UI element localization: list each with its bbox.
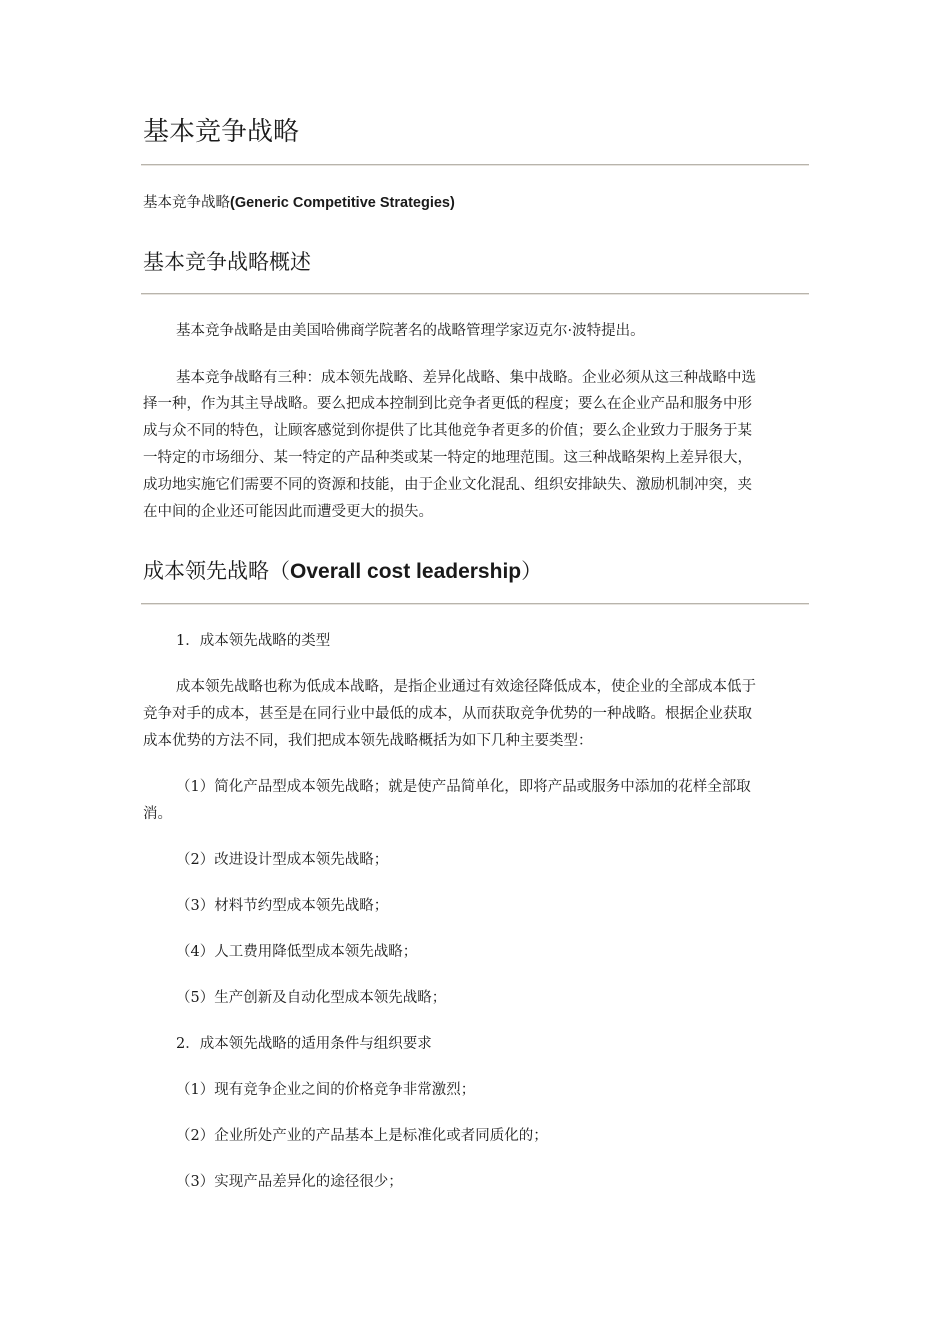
title-divider bbox=[141, 164, 809, 166]
overview-para2-line: 一特定的市场细分、某一特定的产品种类或某一特定的地理范围。这三种战略架构上差异很大， bbox=[143, 450, 752, 466]
subtitle bbox=[143, 193, 455, 213]
cost-type-line: 消。 bbox=[143, 806, 172, 822]
cost-heading-close: ） bbox=[521, 559, 543, 583]
cost-heading-cn: 成本领先战略（ bbox=[143, 559, 290, 583]
overview-para1-line: 基本竞争战略是由美国哈佛商学院著名的战略管理学家迈克尔·波特提出。 bbox=[176, 323, 645, 339]
subtitle-en: (Generic Competitive Strategies) bbox=[230, 195, 455, 211]
cost-heading-en: Overall cost leadership bbox=[290, 560, 522, 583]
cost-condition-line: （3）实现产品差异化的途径很少； bbox=[176, 1174, 403, 1190]
overview-para2-line: 基本竞争战略有三种：成本领先战略、差异化战略、集中战略。企业必须从这三种战略中选 bbox=[176, 370, 756, 386]
overview-para2-line: 择一种，作为其主导战略。要么把成本控制到比竞争者更低的程度；要么在企业产品和服务中形 bbox=[143, 396, 752, 412]
section-heading-cost-leadership bbox=[143, 557, 542, 586]
cost-item2-title: 2．成本领先战略的适用条件与组织要求 bbox=[176, 1036, 432, 1052]
subtitle-cn: 基本竞争战略 bbox=[143, 195, 230, 211]
cost-para-line: 成本领先战略也称为低成本战略，是指企业通过有效途径降低成本，使企业的全部成本低于 bbox=[176, 679, 756, 695]
cost-type-line: （2）改进设计型成本领先战略； bbox=[176, 852, 389, 868]
overview-divider bbox=[141, 293, 809, 295]
page-title: 基本竞争战略 bbox=[143, 117, 300, 147]
cost-type-line: （3）材料节约型成本领先战略； bbox=[176, 898, 389, 914]
cost-para-line: 成本优势的方法不同，我们把成本领先战略概括为如下几种主要类型： bbox=[143, 733, 593, 749]
cost-condition-line: （2）企业所处产业的产品基本上是标准化或者同质化的； bbox=[176, 1128, 548, 1144]
overview-para2-line: 在中间的企业还可能因此而遭受更大的损失。 bbox=[143, 504, 433, 520]
cost-type-line: （1）简化产品型成本领先战略；就是使产品简单化，即将产品或服务中添加的花样全部取 bbox=[176, 779, 751, 795]
cost-para-line: 竞争对手的成本，甚至是在同行业中最低的成本，从而获取竞争优势的一种战略。根据企业获取 bbox=[143, 706, 752, 722]
cost-type-line: （4）人工费用降低型成本领先战略； bbox=[176, 944, 418, 960]
overview-para2-line: 成功地实施它们需要不同的资源和技能，由于企业文化混乱、组织安排缺失、激励机制冲突，夹 bbox=[143, 477, 752, 493]
section-heading-overview: 基本竞争战略概述 bbox=[143, 250, 311, 274]
cost-item1-title: 1．成本领先战略的类型 bbox=[176, 633, 331, 649]
cost-type-line: （5）生产创新及自动化型成本领先战略； bbox=[176, 990, 447, 1006]
overview-para2-line: 成与众不同的特色，让顾客感觉到你提供了比其他竞争者更多的价值；要么企业致力于服务于某 bbox=[143, 423, 752, 439]
cost-condition-line: （1）现有竞争企业之间的价格竞争非常激烈； bbox=[176, 1082, 476, 1098]
cost-divider bbox=[141, 603, 809, 605]
